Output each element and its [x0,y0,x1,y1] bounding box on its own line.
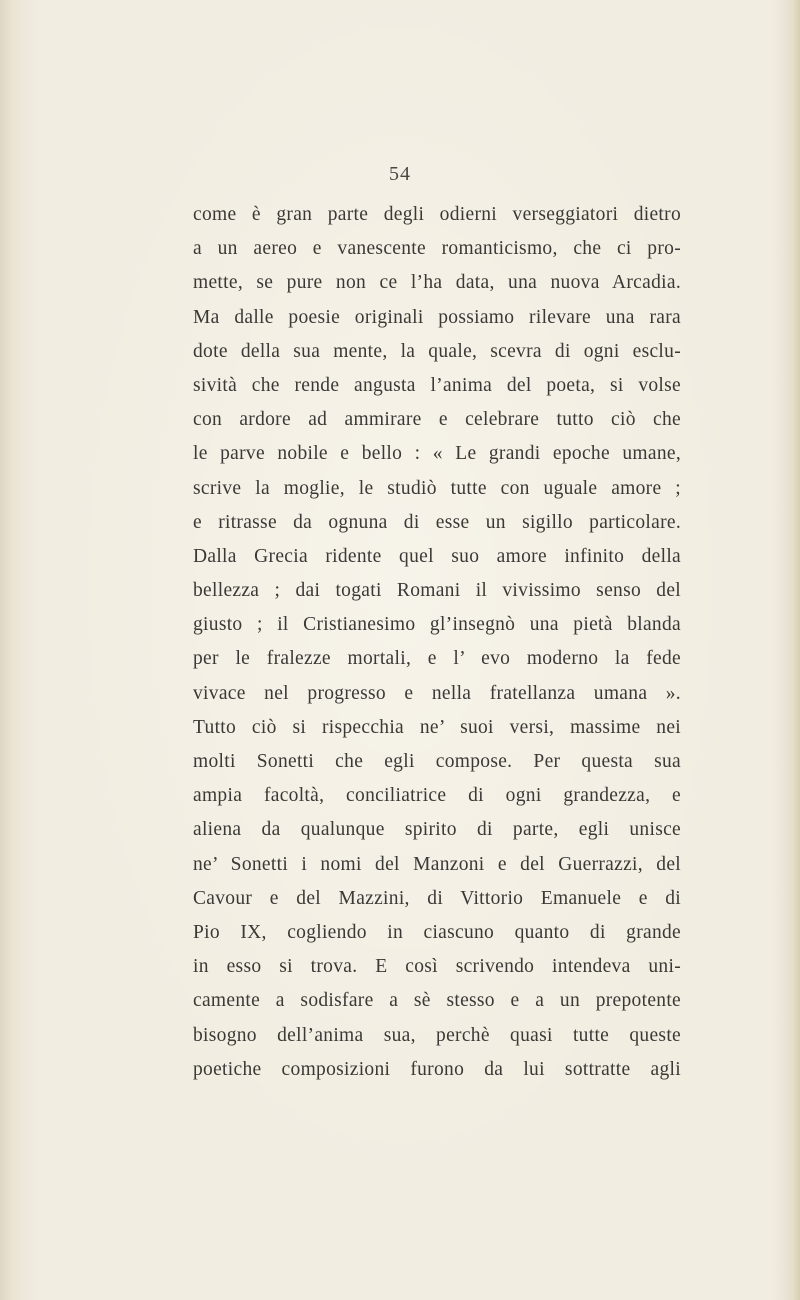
text-line: Tutto ciò si rispecchia ne’ suoi versi, massime nei [193,716,681,738]
text-line: sività che rende angusta l’anima del poeta, si volse [193,374,681,396]
text-line: a un aereo e vanescente romanticismo, che ci pro- [193,238,681,260]
text-line: Ma dalle poesie originali possiamo rilevare una rara [193,306,681,328]
text-line: giusto ; il Cristianesimo gl’insegnò una pietà blanda [193,614,681,636]
text-line: in esso si trova. E così scrivendo intendeva uni- [193,956,681,978]
text-line: mette, se pure non ce l’ha data, una nuova Arcadia. [193,272,681,294]
text-line: dote della sua mente, la quale, scevra di ogni esclu- [193,340,681,362]
text-line: bisogno dell’anima sua, perchè quasi tutte queste [193,1024,681,1046]
text-line: scrive la moglie, le studiò tutte con uguale amore ; [193,477,681,499]
page-left-edge [0,0,22,1300]
text-line: aliena da qualunque spirito di parte, egli unisce [193,819,681,841]
text-line: vivace nel progresso e nella fratellanza umana ». [193,682,681,704]
text-line: poetiche composizioni furono da lui sottratte agli [193,1058,681,1080]
text-line: bellezza ; dai togati Romani il vivissimo senso del [193,580,681,602]
text-line: ampia facoltà, conciliatrice di ogni grandezza, e [193,785,681,807]
text-line: come è gran parte degli odierni verseggiatori dietro [193,204,681,225]
body-text [193,198,681,1087]
page-number: 54 [389,163,411,185]
text-line: ne’ Sonetti i nomi del Manzoni e del Guerrazzi, del [193,853,681,875]
text-line: con ardore ad ammirare e celebrare tutto ciò che [193,409,681,431]
page-right-edge [786,0,800,1300]
text-line: e ritrasse da ognuna di esse un sigillo particolare. [193,511,681,533]
text-line: camente a sodisfare a sè stesso e a un prepotente [193,990,681,1012]
text-line: Cavour e del Mazzini, di Vittorio Emanuele e di [193,887,681,909]
text-line: per le fralezze mortali, e l’ evo moderno la fede [193,648,681,670]
text-line: molti Sonetti che egli compose. Per questa sua [193,751,681,772]
text-line: Pio IX, cogliendo in ciascuno quanto di grande [193,921,681,943]
text-line: Dalla Grecia ridente quel suo amore infinito della [193,545,681,567]
text-line: le parve nobile e bello : « Le grandi epoche umane, [193,443,681,465]
